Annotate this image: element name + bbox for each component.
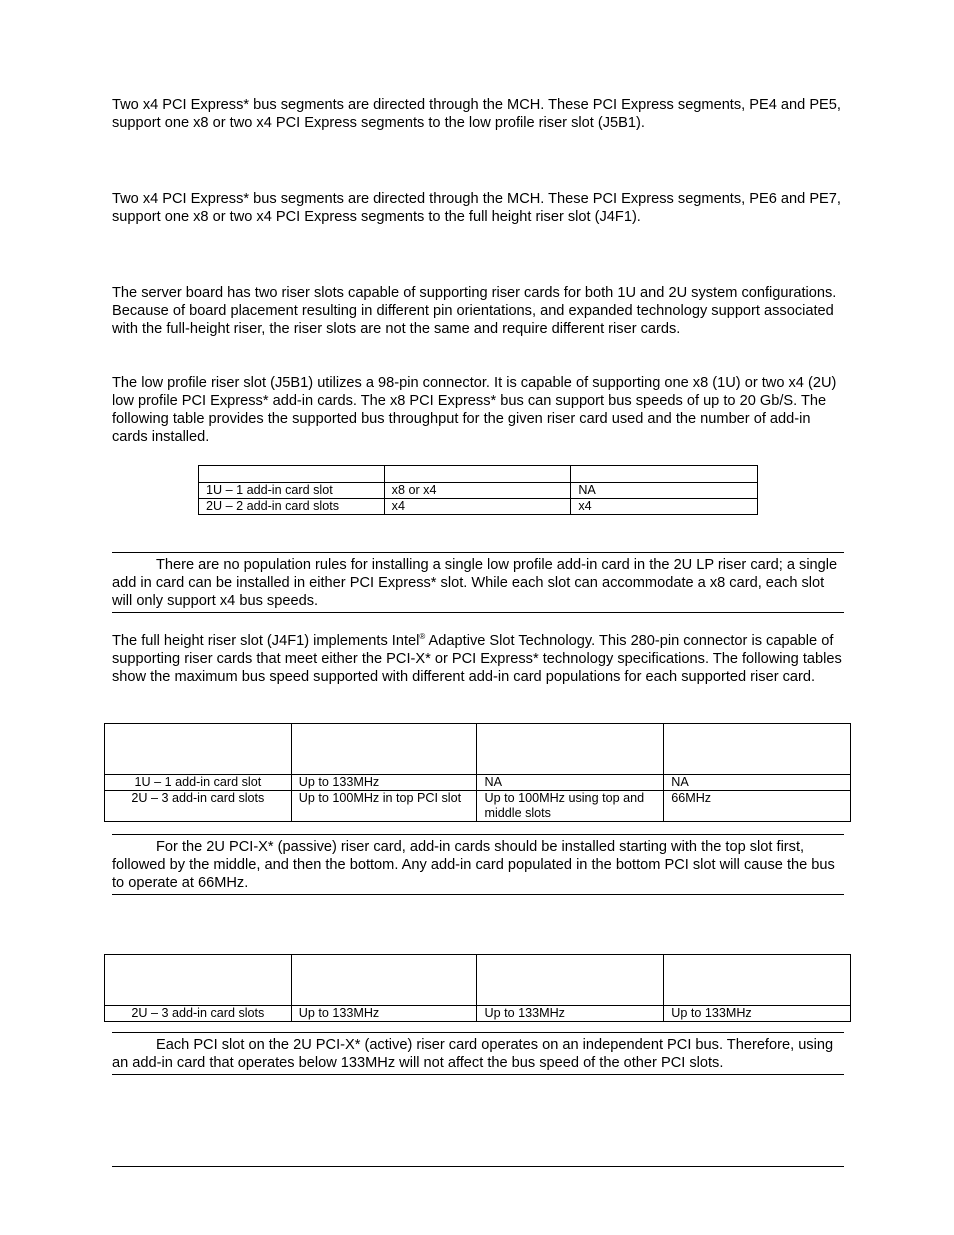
table-cell: NA	[571, 483, 758, 499]
table-cell: 66MHz	[664, 791, 851, 822]
paragraph-pe4-pe5: Two x4 PCI Express* bus segments are directed through the MCH. These PCI Express segments, PE4 and PE5, support one x8 or two x4 PCI Express segments to the low profile riser slot (J5B1).	[112, 97, 841, 131]
table-header-row	[105, 955, 851, 1006]
table-row	[105, 775, 851, 791]
table-cell: 2U – 3 add-in card slots	[105, 1006, 292, 1022]
table-cell: Up to 100MHz in top PCI slot	[291, 791, 477, 822]
table-row	[105, 1006, 851, 1022]
paragraph-full-height-riser: The full height riser slot (J4F1) implements Intel® Adaptive Slot Technology. This 280-pin connector is capable of supporting riser cards that meet either the PCI-X* or PCI Express* technology specifications. The following tables show the maximum bus speed supported with different add-in card populations for each supported riser card.	[112, 632, 842, 685]
paragraph-riser-slots: The server board has two riser slots capable of supporting riser cards for both 1U and 2U system configurations. Because of board placement resulting in different pin orientations, and expanded technology support associated with the full-height riser, the riser slots are not the same and require different riser cards.	[112, 285, 837, 337]
note-bottom-rule	[112, 894, 844, 895]
table-cell: Up to 133MHz	[291, 775, 477, 791]
table-row	[199, 499, 758, 515]
note-passive-riser: For the 2U PCI-X* (passive) riser card, add-in cards should be installed starting with the top slot first, followed by the middle, and then the bottom. Any add-in card populated in the bottom PCI slot will cause the bus to operate at 66MHz.	[112, 839, 835, 891]
table-cell: Up to 133MHz	[664, 1006, 851, 1022]
note-top-rule	[112, 1032, 844, 1033]
table-row	[199, 483, 758, 499]
table-cell: Up to 100MHz using top and middle slots	[477, 791, 664, 822]
table-cell: NA	[664, 775, 851, 791]
table-cell: x4	[571, 499, 758, 515]
note-bottom-rule	[112, 1074, 844, 1075]
table-cell: Up to 133MHz	[291, 1006, 477, 1022]
low-profile-riser-table	[198, 465, 758, 515]
pci-x-active-riser-table	[104, 954, 851, 1022]
table-cell: 1U – 1 add-in card slot	[105, 775, 292, 791]
table-cell: Up to 133MHz	[477, 1006, 664, 1022]
table-cell: 2U – 2 add-in card slots	[199, 499, 385, 515]
table-cell: 2U – 3 add-in card slots	[105, 791, 292, 822]
pci-x-passive-riser-table	[104, 723, 851, 822]
footer-rule	[112, 1166, 844, 1167]
paragraph-low-profile-riser: The low profile riser slot (J5B1) utilizes a 98-pin connector. It is capable of supporting one x8 (1U) or two x4 (2U) low profile PCI Express* add-in cards. The x8 PCI Express* bus can support bus speeds of up to 20 Gb/S. The following table provides the supported bus throughput for the given riser card used and the number of add-in cards installed.	[112, 375, 837, 445]
table-cell: x4	[384, 499, 571, 515]
note-top-rule	[112, 552, 844, 553]
table-header-row	[199, 466, 758, 483]
note-low-profile: There are no population rules for installing a single low profile add-in card in the 2U LP riser card; a single add in card can be installed in either PCI Express* slot. While each slot can accommodate a x8 card, each slot will only support x4 bus speeds.	[112, 557, 838, 609]
table-cell: 1U – 1 add-in card slot	[199, 483, 385, 499]
table-row	[105, 791, 851, 822]
registered-mark: ®	[419, 632, 426, 641]
table-header-row	[105, 724, 851, 775]
table-cell: x8 or x4	[384, 483, 571, 499]
note-top-rule	[112, 834, 844, 835]
note-bottom-rule	[112, 612, 844, 613]
note-active-riser: Each PCI slot on the 2U PCI-X* (active) riser card operates on an independent PCI bus. Therefore, using an add-in card that operates below 133MHz will not affect the bus speed of the other PCI slots.	[112, 1037, 834, 1071]
table-cell: NA	[477, 775, 664, 791]
paragraph-pe6-pe7: Two x4 PCI Express* bus segments are directed through the MCH. These PCI Express segments, PE6 and PE7, support one x8 or two x4 PCI Express segments to the full height riser slot (J4F1).	[112, 191, 841, 225]
